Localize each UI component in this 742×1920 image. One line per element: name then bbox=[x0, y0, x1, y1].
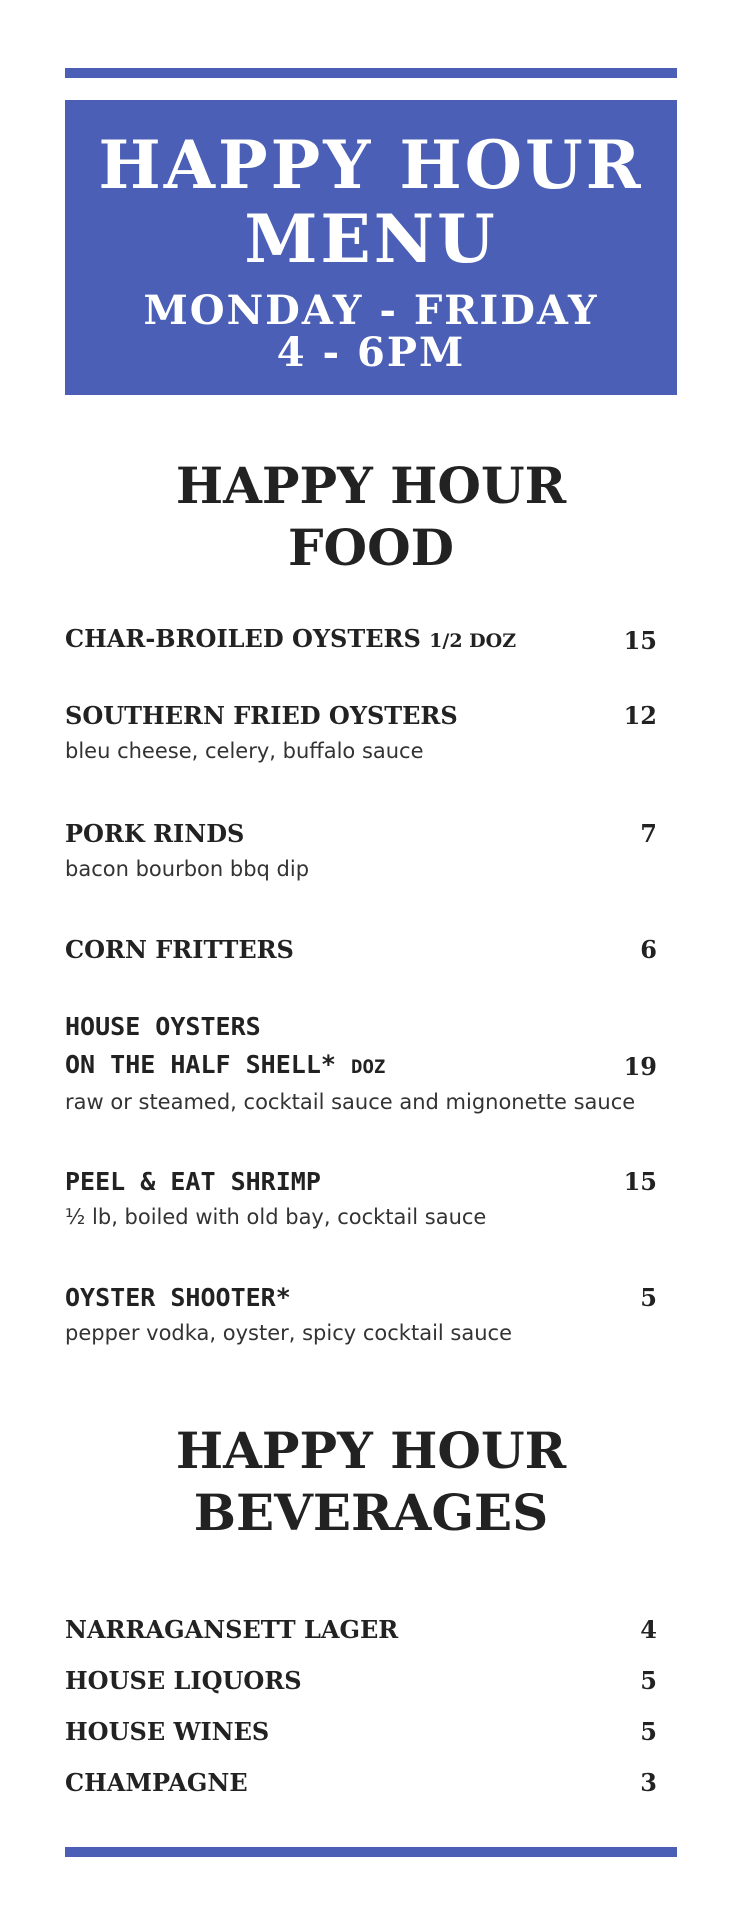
beverage-name: NARRAGANSETT LAGER bbox=[65, 1615, 399, 1644]
schedule-hours: 4 - 6PM bbox=[276, 329, 466, 376]
menu-item-pork-rinds bbox=[65, 815, 657, 883]
beverage-item-narragansett-lager bbox=[65, 1612, 657, 1648]
item-price: 15 bbox=[623, 626, 657, 655]
item-name: OYSTER SHOOTER* bbox=[65, 1283, 291, 1312]
menu-item-corn-fritters bbox=[65, 931, 657, 969]
beverage-price: 4 bbox=[640, 1615, 657, 1644]
beverage-name: HOUSE LIQUORS bbox=[65, 1666, 302, 1695]
beverage-name: HOUSE WINES bbox=[65, 1717, 270, 1746]
beverage-item-house-wines bbox=[65, 1714, 657, 1750]
item-name bbox=[65, 1008, 385, 1086]
item-price: 19 bbox=[623, 1052, 657, 1081]
beverages-section-heading bbox=[65, 1420, 677, 1544]
beverage-price: 5 bbox=[640, 1666, 657, 1695]
food-heading-line1: HAPPY HOUR bbox=[175, 456, 567, 515]
beverage-price: 3 bbox=[640, 1768, 657, 1797]
item-description: pepper vodka, oyster, spicy cocktail sauce bbox=[65, 1321, 512, 1345]
item-price: 12 bbox=[623, 701, 657, 730]
item-name-line1: HOUSE OYSTERS bbox=[65, 1012, 261, 1041]
beverages-heading-line1: HAPPY HOUR bbox=[175, 1421, 567, 1480]
header-banner bbox=[65, 100, 677, 395]
item-name bbox=[65, 620, 516, 660]
beverage-price: 5 bbox=[640, 1717, 657, 1746]
beverage-item-house-liquors bbox=[65, 1663, 657, 1699]
top-divider bbox=[65, 68, 677, 78]
beverage-name: CHAMPAGNE bbox=[65, 1768, 248, 1797]
item-name: CORN FRITTERS bbox=[65, 935, 294, 964]
item-name: PORK RINDS bbox=[65, 819, 245, 848]
item-description: bacon bourbon bbq dip bbox=[65, 857, 310, 881]
item-price: 5 bbox=[640, 1283, 657, 1312]
item-quantity: 1/2 DOZ bbox=[429, 630, 517, 652]
item-description: ½ lb, boiled with old bay, cocktail sauce bbox=[65, 1205, 487, 1229]
item-name: SOUTHERN FRIED OYSTERS bbox=[65, 701, 458, 730]
menu-item-char-broiled-oysters bbox=[65, 620, 657, 660]
item-price: 7 bbox=[640, 819, 657, 848]
menu-item-oyster-shooter bbox=[65, 1279, 657, 1347]
item-price: 6 bbox=[640, 935, 657, 964]
item-description: raw or steamed, cocktail sauce and mignonette sauce bbox=[65, 1090, 636, 1114]
item-name: PEEL & EAT SHRIMP bbox=[65, 1167, 321, 1196]
item-price: 15 bbox=[623, 1167, 657, 1196]
bottom-divider bbox=[65, 1847, 677, 1857]
menu-title-line1: HAPPY HOUR bbox=[98, 126, 644, 204]
schedule bbox=[65, 287, 677, 376]
menu-title bbox=[65, 128, 677, 276]
menu-item-peel-eat-shrimp bbox=[65, 1163, 657, 1231]
beverages-heading-line2: BEVERAGES bbox=[193, 1483, 549, 1542]
item-description: bleu cheese, celery, buffalo sauce bbox=[65, 739, 424, 763]
item-name-line2: ON THE HALF SHELL* bbox=[65, 1050, 336, 1079]
menu-item-house-oysters bbox=[65, 1008, 657, 1116]
item-name-text: CHAR-BROILED OYSTERS bbox=[65, 624, 421, 653]
food-section-heading bbox=[65, 455, 677, 579]
beverage-item-champagne bbox=[65, 1765, 657, 1801]
item-quantity: DOZ bbox=[351, 1056, 386, 1078]
menu-title-line2: MENU bbox=[244, 200, 498, 278]
food-heading-line2: FOOD bbox=[288, 518, 454, 577]
schedule-days: MONDAY - FRIDAY bbox=[143, 287, 599, 334]
menu-item-southern-fried-oysters bbox=[65, 697, 657, 765]
